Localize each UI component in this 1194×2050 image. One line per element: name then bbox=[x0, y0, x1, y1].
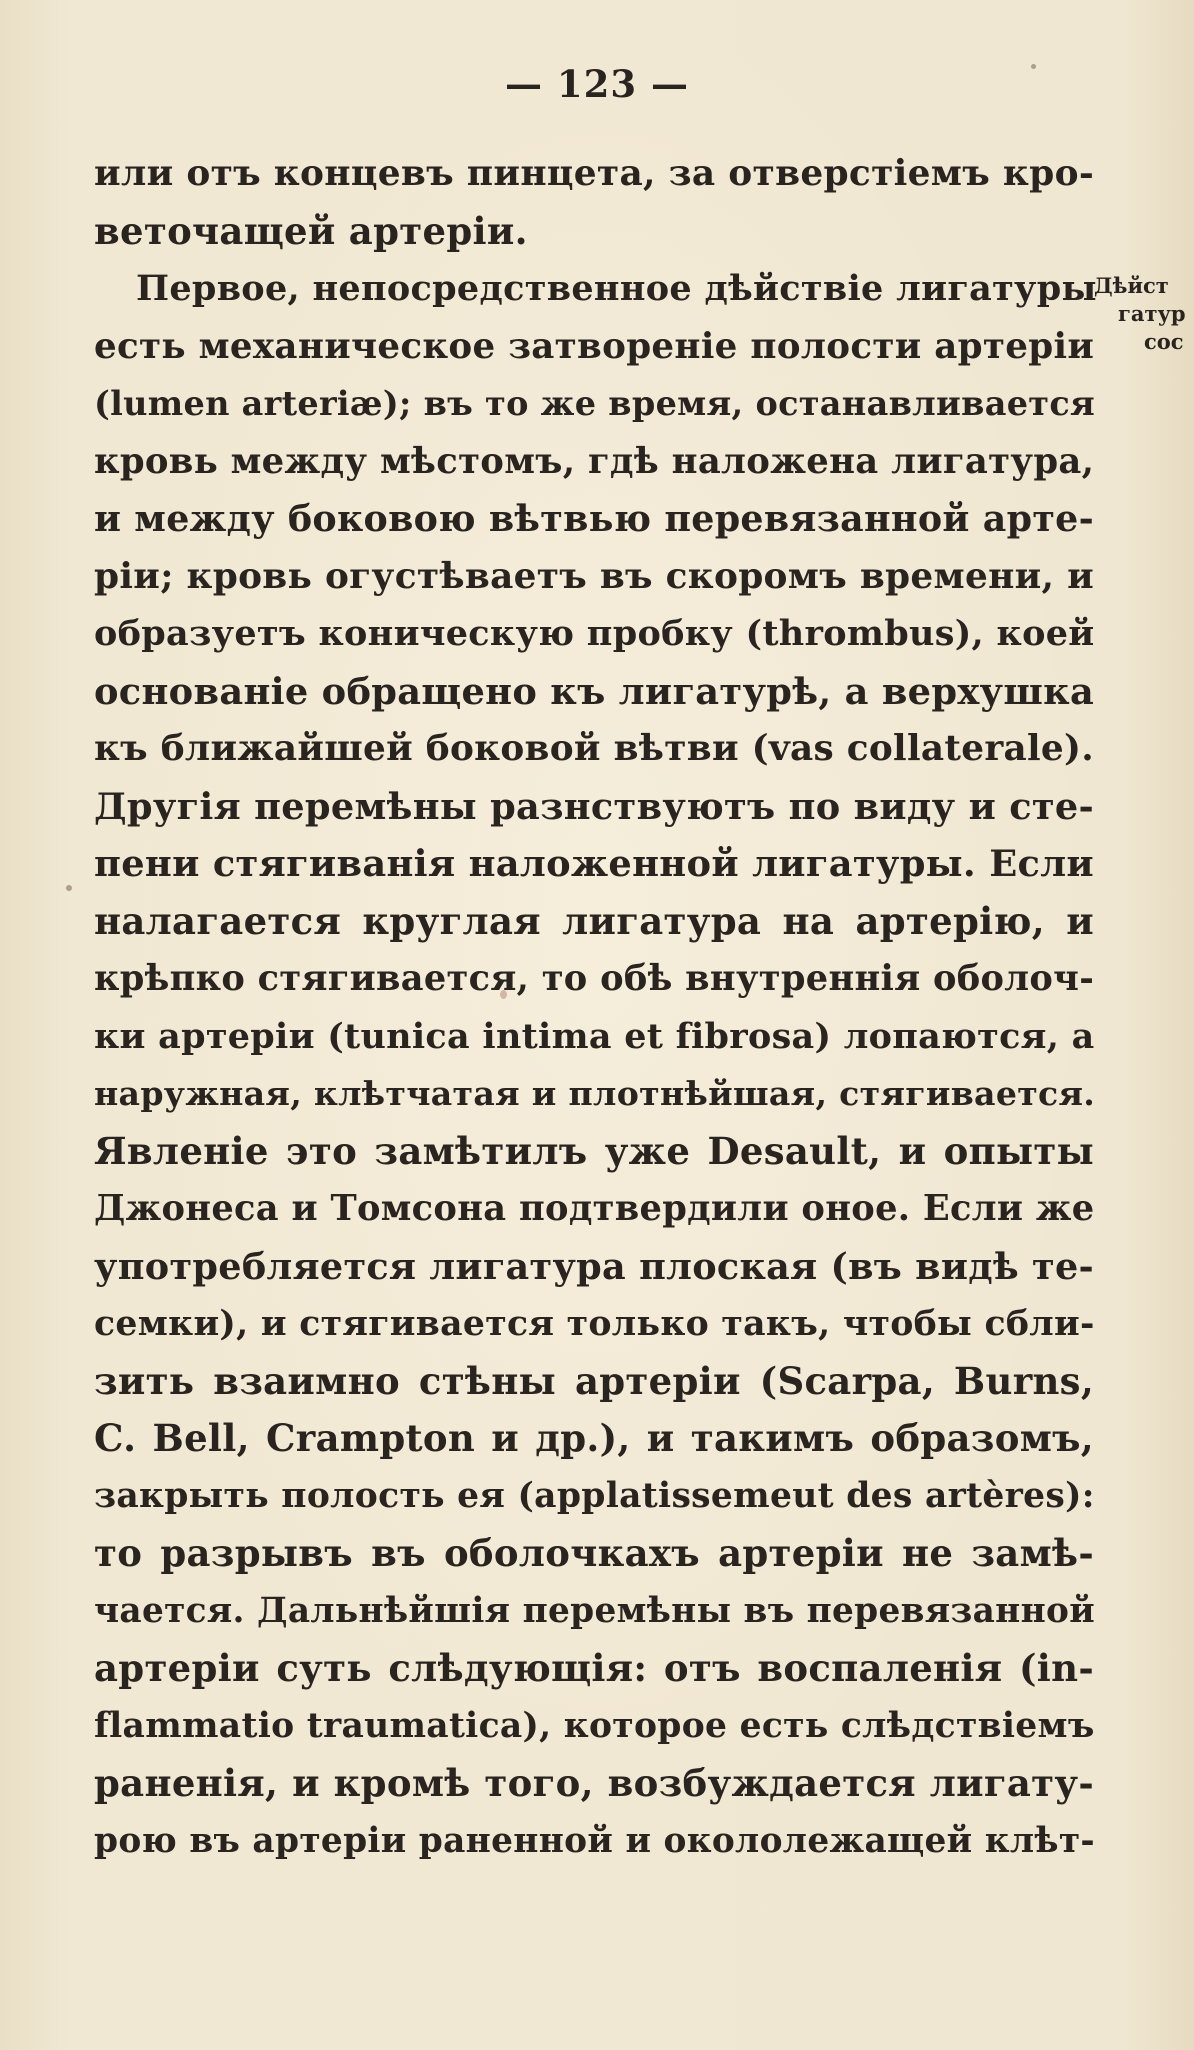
text-line: наружная, клѣтчатая и плотнѣйшая, стягивается. bbox=[94, 1074, 1096, 1113]
text-line: налагается круглая лигатура на артерію, и bbox=[94, 898, 1094, 943]
text-line: къ ближайшей боковой вѣтви (vas collaterale). bbox=[94, 727, 1095, 769]
text-line: рою въ артеріи раненной и окололежащей клѣт- bbox=[94, 1820, 1095, 1861]
text-line: ки артеріи (tunica intima et fibrosa) лопаются, а bbox=[94, 1015, 1095, 1057]
margin-note-line: гатур bbox=[1118, 301, 1186, 326]
text-line: то разрывъ въ оболочкахъ артеріи не замѣ- bbox=[94, 1531, 1094, 1575]
text-line: употребляется лигатура плоская (въ видѣ те- bbox=[94, 1244, 1094, 1288]
text-line: ріи; кровь огустѣваетъ въ скоромъ времени, и bbox=[94, 554, 1094, 597]
page-number: — 123 — bbox=[505, 62, 689, 106]
text-line: C. Bell, Crampton и др.), и такимъ образомъ, bbox=[94, 1416, 1094, 1460]
margin-note-line: Дѣйст bbox=[1094, 273, 1169, 298]
text-line: и между боковою вѣтвью перевязанной арте- bbox=[94, 497, 1094, 540]
text-line: (lumen arteriæ); въ то же время, останавливается bbox=[94, 384, 1096, 423]
text-line: или отъ концевъ пинцета, за отверстіемъ кро- bbox=[94, 152, 1095, 194]
text-line: веточащей артеріи. bbox=[94, 208, 528, 253]
text-line: крѣпко стягивается, то обѣ внутреннія оболоч- bbox=[94, 958, 1095, 999]
text-line: Джонеса и Томсона подтвердили оное. Если же bbox=[94, 1188, 1095, 1229]
text-line: есть механическое затвореніе полости артеріи bbox=[94, 325, 1095, 367]
text-line: пени стягиванія наложенной лигатуры. Если bbox=[94, 841, 1094, 885]
text-line: Явленіе это замѣтилъ уже Desault, и опыты bbox=[94, 1128, 1094, 1173]
paper-speck bbox=[66, 885, 72, 891]
text-line: Другія перемѣны разнствуютъ по виду и сте- bbox=[94, 784, 1094, 828]
text-line: кровь между мѣстомъ, гдѣ наложена лигатура, bbox=[94, 440, 1095, 482]
text-line: артеріи суть слѣдующія: отъ воспаленія (in- bbox=[94, 1646, 1094, 1690]
body-text bbox=[94, 145, 1097, 1870]
margin-note bbox=[1094, 272, 1194, 356]
text-line: семки), и стягивается только такъ, чтобы сбли- bbox=[94, 1303, 1095, 1344]
text-line: чается. Дальнѣйшія перемѣны въ перевязанной bbox=[94, 1590, 1095, 1631]
margin-note-line: сос bbox=[1144, 329, 1184, 354]
text-line: основаніе обращено къ лигатурѣ, а верхушка bbox=[94, 668, 1095, 713]
text-line: образуетъ коническую пробку (thrombus), коей bbox=[94, 613, 1095, 654]
text-line: Первое, непосредственное дѣйствіе лигатуры bbox=[136, 268, 1097, 309]
paper-speck bbox=[1031, 64, 1036, 69]
text-line: зить взаимно стѣны артеріи (Scarpa, Burns, bbox=[94, 1358, 1094, 1403]
paper-speck bbox=[500, 990, 507, 999]
text-line: раненія, и кромѣ того, возбуждается лигату- bbox=[94, 1761, 1094, 1805]
text-line: flammatio traumatica), которое есть слѣдствіемъ bbox=[94, 1705, 1095, 1746]
text-line: закрыть полость ея (applatissemeut des artères): bbox=[94, 1475, 1095, 1516]
